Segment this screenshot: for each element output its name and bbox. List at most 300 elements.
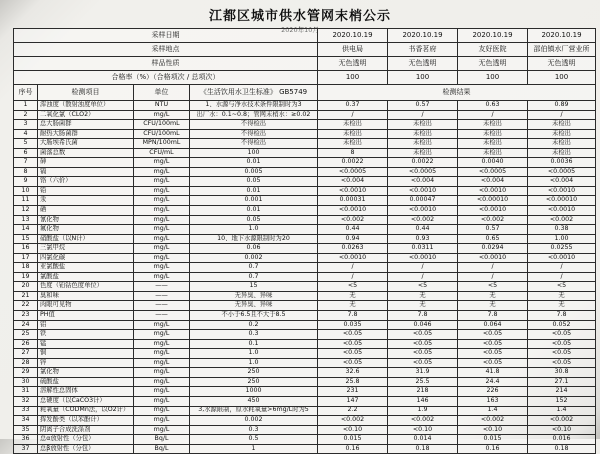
- cell-unit: Bq/L: [134, 435, 190, 445]
- table-row: [14, 330, 596, 340]
- cell-no: 4: [14, 129, 38, 139]
- cell-unit: CFU/100mL: [134, 120, 190, 130]
- cell-result: <0.004: [388, 177, 458, 187]
- cell-result: 152: [528, 396, 596, 406]
- col-header-unit: 单位: [134, 85, 190, 101]
- table-row: [14, 425, 596, 435]
- cell-result: 未检出: [528, 129, 596, 139]
- cell-result: 0.94: [318, 234, 388, 244]
- cell-no: 27: [14, 349, 38, 359]
- cell-unit: mg/L: [134, 215, 190, 225]
- cell-result: 146: [388, 396, 458, 406]
- cell-result: <0.004: [528, 177, 596, 187]
- cell-result: 7.8: [458, 311, 528, 321]
- table-row: [14, 158, 596, 168]
- cell-unit: mg/L: [134, 349, 190, 359]
- cell-unit: mg/L: [134, 339, 190, 349]
- cell-result: <0.004: [318, 177, 388, 187]
- cell-item: 砷: [38, 158, 134, 168]
- cell-no: 30: [14, 377, 38, 387]
- cell-result: 32.6: [318, 368, 388, 378]
- cell-unit: mg/L: [134, 387, 190, 397]
- table-row: [14, 301, 596, 311]
- cell-result: /: [388, 263, 458, 273]
- cell-result: 1.9: [388, 406, 458, 416]
- cell-item: 硫酸盐: [38, 377, 134, 387]
- cell-result: 31.9: [388, 368, 458, 378]
- meta-row: [14, 29, 596, 43]
- cell-item: 四氯化碳: [38, 253, 134, 263]
- cell-result: 无: [458, 301, 528, 311]
- cell-result: 0.00031: [318, 196, 388, 206]
- cell-result: 未检出: [318, 129, 388, 139]
- cell-result: <5: [318, 282, 388, 292]
- cell-standard: 0.001: [190, 196, 318, 206]
- cell-no: 29: [14, 368, 38, 378]
- cell-result: <0.05: [318, 349, 388, 359]
- cell-result: 0.064: [458, 320, 528, 330]
- cell-unit: mg/L: [134, 330, 190, 340]
- cell-result: 0.035: [318, 320, 388, 330]
- cell-result: 147: [318, 396, 388, 406]
- cell-result: 226: [458, 387, 528, 397]
- table-row: [14, 253, 596, 263]
- cell-result: 0.0294: [458, 244, 528, 254]
- cell-result: 0.00047: [388, 196, 458, 206]
- cell-standard: 0.5: [190, 435, 318, 445]
- cell-standard: 0.3: [190, 330, 318, 340]
- cell-standard: 1: [190, 444, 318, 454]
- meta-row: [14, 43, 596, 57]
- cell-no: 23: [14, 311, 38, 321]
- cell-unit: ——: [134, 311, 190, 321]
- cell-result: <0.0010: [388, 253, 458, 263]
- cell-result: /: [528, 272, 596, 282]
- cell-result: /: [318, 272, 388, 282]
- cell-result: <0.0010: [528, 206, 596, 216]
- cell-result: <0.05: [318, 339, 388, 349]
- cell-result: 0.0263: [318, 244, 388, 254]
- cell-result: 未检出: [318, 120, 388, 130]
- table-row: [14, 110, 596, 120]
- cell-standard: 无异臭、异味: [190, 291, 318, 301]
- cell-item: 总β放射性（分包）: [38, 444, 134, 454]
- cell-result: <5: [458, 282, 528, 292]
- cell-item: 二氧化氯（CLO2）: [38, 110, 134, 120]
- cell-result: 0.015: [318, 435, 388, 445]
- cell-result: /: [458, 263, 528, 273]
- cell-item: 总α放射性（分包）: [38, 435, 134, 445]
- cell-no: 19: [14, 272, 38, 282]
- cell-item: 阴离子合成洗涤剂: [38, 425, 134, 435]
- table-row: [14, 244, 596, 254]
- cell-unit: mg/L: [134, 253, 190, 263]
- cell-result: <0.002: [388, 416, 458, 426]
- table-row: [14, 272, 596, 282]
- cell-result: <0.0010: [528, 253, 596, 263]
- cell-result: 未检出: [528, 139, 596, 149]
- table-row: [14, 206, 596, 216]
- cell-result: 0.0040: [458, 158, 528, 168]
- cell-result: <0.05: [458, 349, 528, 359]
- cell-result: <5: [528, 282, 596, 292]
- cell-standard: 250: [190, 368, 318, 378]
- cell-result: 231: [318, 387, 388, 397]
- cell-result: <0.0010: [528, 186, 596, 196]
- cell-unit: mg/L: [134, 320, 190, 330]
- cell-standard: 0.2: [190, 320, 318, 330]
- cell-result: <0.002: [458, 416, 528, 426]
- cell-item: 氯化物: [38, 368, 134, 378]
- cell-result: /: [528, 263, 596, 273]
- cell-result: 8: [318, 148, 388, 158]
- col-header-standard: 《生活饮用水卫生标准》 GB5749: [190, 85, 318, 101]
- meta-value: 供电局: [318, 43, 388, 57]
- cell-result: <0.05: [528, 330, 596, 340]
- cell-result: <0.10: [528, 425, 596, 435]
- cell-unit: MPN/100mL: [134, 139, 190, 149]
- cell-unit: NTU: [134, 101, 190, 111]
- cell-result: <0.002: [388, 215, 458, 225]
- cell-result: <0.05: [458, 358, 528, 368]
- cell-no: 35: [14, 425, 38, 435]
- cell-result: <0.10: [388, 425, 458, 435]
- table-row: [14, 358, 596, 368]
- cell-standard: 0.7: [190, 272, 318, 282]
- cell-unit: mg/L: [134, 167, 190, 177]
- meta-value: 100: [318, 71, 388, 85]
- cell-result: 214: [528, 387, 596, 397]
- cell-no: 5: [14, 139, 38, 149]
- cell-result: 0.052: [528, 320, 596, 330]
- meta-value: 邵伯镇水厂营业所: [528, 43, 596, 57]
- cell-standard: 0.01: [190, 158, 318, 168]
- cell-unit: ——: [134, 301, 190, 311]
- cell-unit: mg/L: [134, 272, 190, 282]
- cell-result: <0.0010: [388, 206, 458, 216]
- cell-standard: 0.3: [190, 425, 318, 435]
- table-body: [14, 29, 596, 454]
- table-row: [14, 377, 596, 387]
- cell-result: 0.18: [388, 444, 458, 454]
- cell-standard: 0.06: [190, 244, 318, 254]
- cell-result: 无: [318, 301, 388, 311]
- cell-item: 铜: [38, 349, 134, 359]
- table-row: [14, 186, 596, 196]
- cell-unit: Bq/L: [134, 444, 190, 454]
- cell-standard: 0.05: [190, 215, 318, 225]
- cell-result: 0.38: [528, 225, 596, 235]
- cell-result: 0.18: [528, 444, 596, 454]
- cell-result: 0.44: [318, 225, 388, 235]
- cell-unit: mg/L: [134, 110, 190, 120]
- cell-result: 25.8: [318, 377, 388, 387]
- cell-unit: mg/L: [134, 368, 190, 378]
- cell-result: /: [388, 272, 458, 282]
- cell-result: 0.65: [458, 234, 528, 244]
- cell-item: PH值: [38, 311, 134, 321]
- cell-item: 菌落总数: [38, 148, 134, 158]
- cell-result: <0.0010: [318, 253, 388, 263]
- cell-standard: 0.05: [190, 177, 318, 187]
- cell-unit: mg/L: [134, 425, 190, 435]
- table-row: [14, 368, 596, 378]
- cell-standard: 不得检出: [190, 139, 318, 149]
- meta-value: 2020.10.19: [318, 29, 388, 43]
- meta-value: 100: [528, 71, 596, 85]
- cell-no: 15: [14, 234, 38, 244]
- table-row: [14, 444, 596, 454]
- table-row: [14, 120, 596, 130]
- meta-value: 无色透明: [388, 57, 458, 71]
- cell-no: 3: [14, 120, 38, 130]
- cell-standard: 不得检出: [190, 129, 318, 139]
- cell-result: <0.05: [528, 339, 596, 349]
- cell-result: 无: [528, 301, 596, 311]
- cell-result: 未检出: [318, 139, 388, 149]
- cell-unit: ——: [134, 291, 190, 301]
- cell-result: /: [388, 110, 458, 120]
- table-row: [14, 349, 596, 359]
- cell-no: 11: [14, 196, 38, 206]
- cell-standard: 3,水源限制，原水耗氧量>6mg/L时为5: [190, 406, 318, 416]
- cell-result: <0.002: [528, 416, 596, 426]
- cell-result: <0.05: [318, 358, 388, 368]
- cell-unit: CFU/100mL: [134, 129, 190, 139]
- meta-row: [14, 57, 596, 71]
- cell-standard: 450: [190, 396, 318, 406]
- cell-result: 0.014: [388, 435, 458, 445]
- cell-item: 镉: [38, 167, 134, 177]
- meta-row: [14, 71, 596, 85]
- cell-no: 33: [14, 406, 38, 416]
- cell-unit: ——: [134, 282, 190, 292]
- meta-value: 2020.10.19: [458, 29, 528, 43]
- cell-result: <5: [388, 282, 458, 292]
- cell-standard: 1.0: [190, 225, 318, 235]
- meta-value: 无色透明: [528, 57, 596, 71]
- cell-no: 6: [14, 148, 38, 158]
- cell-item: 色度（铂钴色度单位）: [38, 282, 134, 292]
- cell-result: /: [458, 272, 528, 282]
- meta-value: 友好医院: [458, 43, 528, 57]
- cell-item: 铬（六价）: [38, 177, 134, 187]
- meta-label: 采样地点: [14, 43, 318, 57]
- cell-item: 硒: [38, 206, 134, 216]
- cell-result: <0.002: [318, 215, 388, 225]
- table-row: [14, 263, 596, 273]
- cell-result: 41.8: [458, 368, 528, 378]
- cell-unit: mg/L: [134, 358, 190, 368]
- cell-result: 无: [458, 291, 528, 301]
- cell-unit: mg/L: [134, 206, 190, 216]
- cell-result: 无: [388, 291, 458, 301]
- cell-result: 无: [528, 291, 596, 301]
- cell-result: 1.4: [458, 406, 528, 416]
- cell-result: <0.002: [318, 416, 388, 426]
- water-quality-table: [13, 28, 596, 454]
- meta-label: 样品性质: [14, 57, 318, 71]
- table-row: [14, 387, 596, 397]
- meta-label: 合格率（%）（合格项次 / 总项次）: [14, 71, 318, 85]
- cell-no: 13: [14, 215, 38, 225]
- meta-value: 2020.10.19: [528, 29, 596, 43]
- table-row: [14, 311, 596, 321]
- cell-unit: mg/L: [134, 225, 190, 235]
- cell-result: <0.0010: [388, 186, 458, 196]
- cell-result: 0.0022: [318, 158, 388, 168]
- cell-standard: 不得检出: [190, 120, 318, 130]
- cell-result: <0.002: [458, 215, 528, 225]
- cell-item: 汞: [38, 196, 134, 206]
- cell-result: <0.05: [318, 330, 388, 340]
- cell-item: 锰: [38, 339, 134, 349]
- cell-unit: mg/L: [134, 234, 190, 244]
- cell-standard: 1000: [190, 387, 318, 397]
- cell-no: 25: [14, 330, 38, 340]
- meta-value: 100: [388, 71, 458, 85]
- cell-standard: 无异臭、异味: [190, 301, 318, 311]
- cell-result: 0.63: [458, 101, 528, 111]
- cell-result: <0.05: [458, 330, 528, 340]
- cell-item: 肉眼可见物: [38, 301, 134, 311]
- cell-standard: 0.005: [190, 167, 318, 177]
- table-row: [14, 416, 596, 426]
- cell-result: <0.05: [388, 339, 458, 349]
- cell-no: 31: [14, 387, 38, 397]
- cell-result: 0.16: [458, 444, 528, 454]
- cell-standard: 15: [190, 282, 318, 292]
- cell-standard: 0.01: [190, 186, 318, 196]
- cell-result: 30.8: [528, 368, 596, 378]
- cell-no: 17: [14, 253, 38, 263]
- cell-result: 未检出: [388, 129, 458, 139]
- cell-result: 0.046: [388, 320, 458, 330]
- cell-result: <0.05: [528, 358, 596, 368]
- page-title: 江都区城市供水管网末梢公示: [208, 9, 391, 24]
- cell-no: 2: [14, 110, 38, 120]
- cell-result: 未检出: [528, 120, 596, 130]
- col-header-item: 检测项目: [38, 85, 134, 101]
- cell-result: 0.93: [388, 234, 458, 244]
- cell-standard: 10、地下水源限制时为20: [190, 234, 318, 244]
- cell-result: 未检出: [528, 148, 596, 158]
- cell-result: 无: [318, 291, 388, 301]
- cell-result: 0.016: [528, 435, 596, 445]
- cell-item: 总大肠菌群: [38, 120, 134, 130]
- table-row: [14, 196, 596, 206]
- cell-standard: 1.0: [190, 349, 318, 359]
- cell-result: 未检出: [458, 129, 528, 139]
- cell-no: 34: [14, 416, 38, 426]
- cell-result: <0.0010: [318, 186, 388, 196]
- cell-result: 0.0022: [388, 158, 458, 168]
- cell-item: 耗氧量（CODMn法，以O2计）: [38, 406, 134, 416]
- cell-standard: 0.002: [190, 253, 318, 263]
- cell-result: 未检出: [388, 120, 458, 130]
- cell-standard: 1、水源与净水技术条件限制时为3: [190, 101, 318, 111]
- cell-item: 氰化物: [38, 215, 134, 225]
- table-row: [14, 167, 596, 177]
- cell-result: <0.0010: [318, 206, 388, 216]
- cell-result: <0.002: [528, 215, 596, 225]
- cell-item: 氟化物: [38, 225, 134, 235]
- cell-result: <0.10: [458, 425, 528, 435]
- cell-result: 0.37: [318, 101, 388, 111]
- cell-result: 27.1: [528, 377, 596, 387]
- cell-result: <0.0005: [318, 167, 388, 177]
- col-header-no: 序号: [14, 85, 38, 101]
- cell-no: 16: [14, 244, 38, 254]
- table-row: [14, 291, 596, 301]
- table-row: [14, 101, 596, 111]
- cell-result: <0.00010: [528, 196, 596, 206]
- cell-unit: mg/L: [134, 396, 190, 406]
- cell-item: 氯酸盐: [38, 272, 134, 282]
- cell-result: <0.0010: [458, 253, 528, 263]
- page-subtitle: 2020年10月: [281, 26, 319, 34]
- cell-unit: mg/L: [134, 377, 190, 387]
- cell-result: <0.004: [458, 177, 528, 187]
- cell-no: 21: [14, 291, 38, 301]
- cell-item: 亚氯酸盐: [38, 263, 134, 273]
- meta-value: 无色透明: [458, 57, 528, 71]
- cell-standard: 250: [190, 377, 318, 387]
- cell-result: 7.8: [388, 311, 458, 321]
- cell-result: <0.0005: [528, 167, 596, 177]
- cell-standard: 100: [190, 148, 318, 158]
- cell-no: 1: [14, 101, 38, 111]
- cell-no: 18: [14, 263, 38, 273]
- cell-result: <0.0005: [458, 167, 528, 177]
- cell-no: 28: [14, 358, 38, 368]
- cell-result: 未检出: [458, 120, 528, 130]
- table-row: [14, 320, 596, 330]
- col-header-results: 检测结果: [318, 85, 596, 101]
- cell-item: 硝酸盐（以N计）: [38, 234, 134, 244]
- cell-unit: mg/L: [134, 416, 190, 426]
- cell-unit: mg/L: [134, 263, 190, 273]
- cell-result: 0.0311: [388, 244, 458, 254]
- cell-result: 无: [388, 301, 458, 311]
- cell-result: 163: [458, 396, 528, 406]
- cell-no: 12: [14, 206, 38, 216]
- cell-no: 37: [14, 444, 38, 454]
- meta-value: 书香茗府: [388, 43, 458, 57]
- cell-result: 7.8: [318, 311, 388, 321]
- cell-no: 22: [14, 301, 38, 311]
- cell-item: 溶解性总固体: [38, 387, 134, 397]
- cell-no: 8: [14, 167, 38, 177]
- cell-no: 36: [14, 435, 38, 445]
- cell-no: 10: [14, 186, 38, 196]
- cell-result: 2.2: [318, 406, 388, 416]
- cell-result: 1.4: [528, 406, 596, 416]
- cell-result: 0.16: [318, 444, 388, 454]
- table-row: [14, 148, 596, 158]
- cell-no: 14: [14, 225, 38, 235]
- cell-result: <0.05: [528, 349, 596, 359]
- cell-result: 0.44: [388, 225, 458, 235]
- cell-no: 26: [14, 339, 38, 349]
- cell-result: 0.015: [458, 435, 528, 445]
- table-row: [14, 435, 596, 445]
- cell-result: <0.05: [388, 349, 458, 359]
- cell-result: <0.0005: [388, 167, 458, 177]
- table-row: [14, 396, 596, 406]
- cell-result: 1.00: [528, 234, 596, 244]
- cell-unit: mg/L: [134, 177, 190, 187]
